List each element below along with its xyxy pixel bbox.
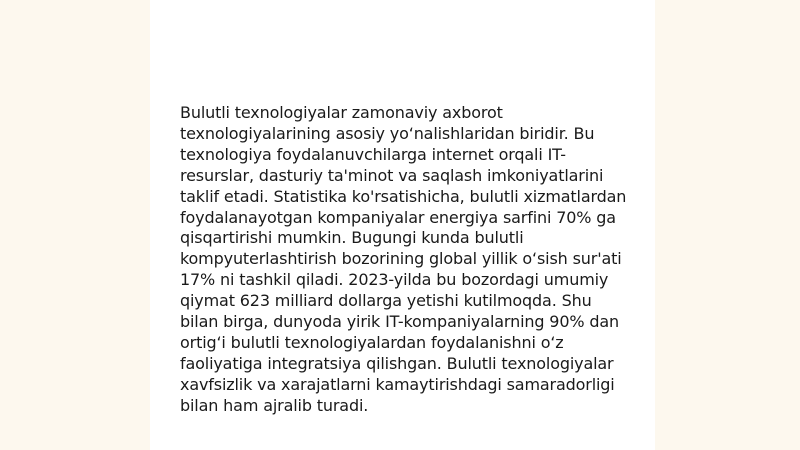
left-margin-background xyxy=(0,0,150,450)
document-page xyxy=(150,0,655,450)
body-paragraph: Bulutli texnologiyalar zamonaviy axborot texnologiyalarining asosiy yo‘nalishlaridan biridir. Bu texnologiya foydalanuvchilarga internet orqali IT-resurslar, dasturiy ta'minot va saqlash imkoniyatlarini taklif etadi. Statistika ko'rsatishicha, bulutli xizmatlardan foydalanayotgan kompaniyalar energiya sarfini 70% ga qisqartirishi mumkin. Bugungi kunda bulutli kompyuterlashtirish bozorining global yillik o‘sish sur'ati 17% ni tashkil qiladi. 2023-yilda bu bozordagi umumiy qiymat 623 milliard dollarga yetishi kutilmoqda. Shu bilan birga, dunyoda yirik IT-kompaniyalarning 90% dan ortig‘i bulutli texnologiyalardan foydalanishni o‘z faoliyatiga integratsiya qilishgan. Bulutli texnologiyalar xavfsizlik va xarajatlarni kamaytirishdagi samaradorligi bilan ham ajralib turadi. xyxy=(180,103,627,415)
right-margin-background xyxy=(655,0,800,450)
